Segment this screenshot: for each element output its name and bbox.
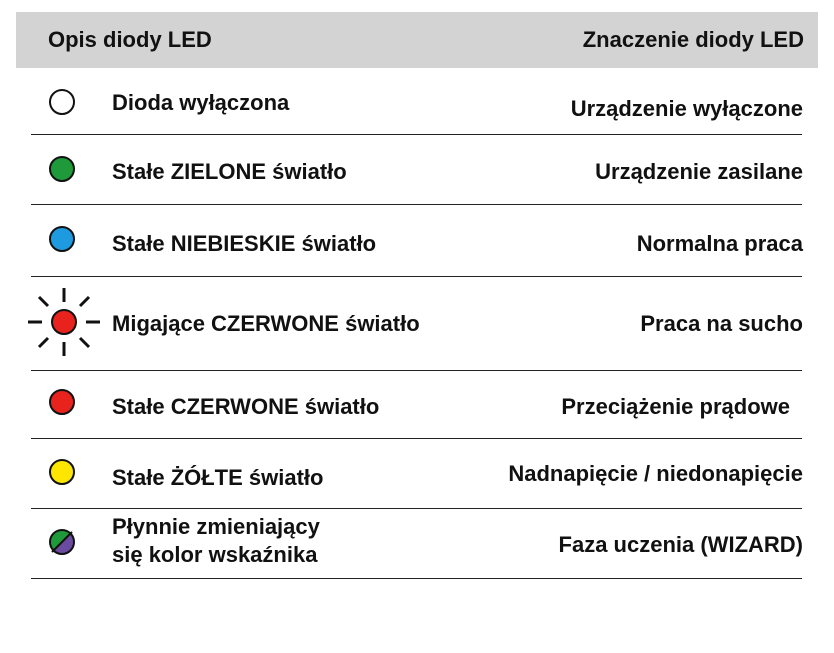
divider: [31, 438, 802, 439]
divider: [31, 204, 802, 205]
led-off-icon: [48, 88, 76, 116]
row-description: Stałe ŻÓŁTE światło: [112, 465, 324, 490]
row-meaning: Nadnapięcie / niedonapięcie: [508, 461, 803, 486]
table-row: [0, 80, 834, 132]
divider: [31, 134, 802, 135]
row-meaning: Przeciążenie prądowe: [561, 394, 790, 419]
divider: [31, 508, 802, 509]
table-row: [0, 512, 834, 578]
row-description: Dioda wyłączona: [112, 90, 290, 115]
divider: [31, 276, 802, 277]
row-description: Płynnie zmieniający: [112, 514, 320, 539]
row-meaning: Normalna praca: [636, 231, 803, 256]
divider: [31, 578, 802, 579]
row-description-line2: się kolor wskaźnika: [112, 542, 318, 567]
row-meaning: Praca na sucho: [640, 311, 803, 336]
table-row: [0, 282, 834, 362]
divider: [31, 370, 802, 371]
table-row: [0, 378, 834, 430]
led-yellow-icon: [48, 458, 76, 486]
led-green-icon: [48, 155, 76, 183]
row-description: Stałe CZERWONE światło: [112, 394, 380, 419]
table-header: [16, 12, 818, 68]
row-meaning: Urządzenie wyłączone: [570, 96, 803, 121]
led-green-purple-icon: [48, 528, 76, 556]
led-blue-icon: [48, 225, 76, 253]
table-row: [0, 448, 834, 500]
header-led-description: Opis diody LED: [48, 27, 212, 52]
row-meaning: Urządzenie zasilane: [595, 159, 803, 184]
row-description: Stałe NIEBIESKIE światło: [112, 231, 377, 256]
table-row: [0, 144, 834, 196]
row-meaning: Faza uczenia (WIZARD): [558, 532, 803, 557]
header-led-meaning: Znaczenie diody LED: [582, 27, 804, 52]
led-red-blinking-icon: [26, 284, 102, 360]
row-description: Stałe ZIELONE światło: [112, 159, 347, 184]
table-row: [0, 214, 834, 266]
led-red-icon: [48, 388, 76, 416]
row-description: Migające CZERWONE światło: [112, 311, 420, 336]
